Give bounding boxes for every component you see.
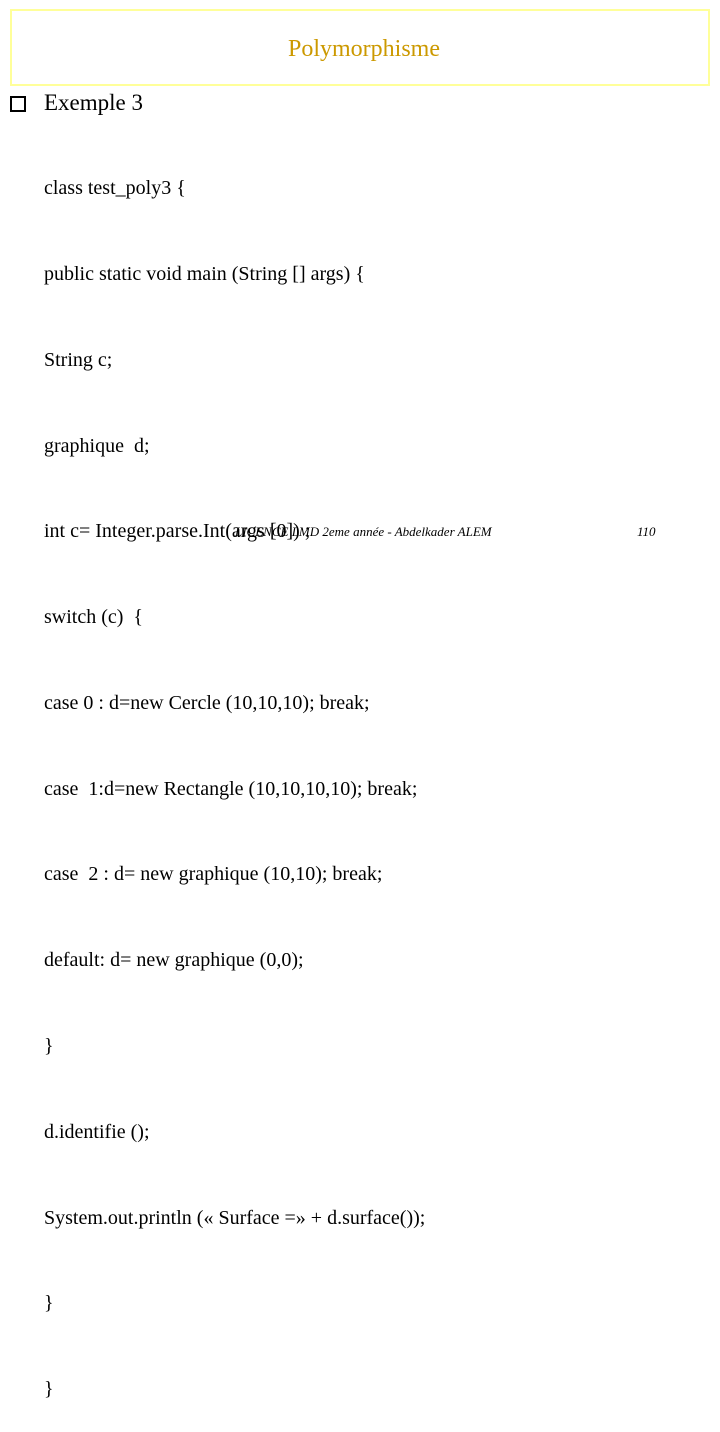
code-line: } [44, 1292, 54, 1315]
code-block [44, 117, 425, 1432]
checkbox-bullet-icon [10, 96, 26, 112]
code-line: int c= Integer.parse.Int(args [0]) ; [44, 520, 311, 543]
code-line: case 1:d=new Rectangle (10,10,10,10); break; [44, 777, 418, 800]
footer-text: LICENCE LMD 2eme année - Abdelkader ALEM [235, 524, 492, 539]
code-line: switch (c) { [44, 606, 144, 629]
code-line: case 0 : d=new Cercle (10,10,10); break; [44, 691, 370, 714]
code-line: } [44, 1378, 54, 1401]
code-line: class test_poly3 { [44, 177, 186, 200]
code-line: graphique d; [44, 434, 150, 457]
bullet-label: Exemple 3 [44, 90, 143, 115]
page-number: 110 [637, 524, 656, 539]
bullet-item [10, 90, 143, 116]
code-line: System.out.println (« Surface =» + d.surface()); [44, 1206, 426, 1229]
code-line: String c; [44, 348, 113, 371]
code-line: } [44, 1035, 54, 1057]
title-frame [10, 9, 710, 86]
code-line: public static void main (String [] args) { [44, 262, 365, 285]
slide-title: Polymorphisme [287, 36, 440, 62]
code-line: default: d= new graphique (0,0); [44, 949, 304, 972]
code-line: d.identifie (); [44, 1120, 150, 1143]
code-line: case 2 : d= new graphique (10,10); break; [44, 863, 383, 886]
